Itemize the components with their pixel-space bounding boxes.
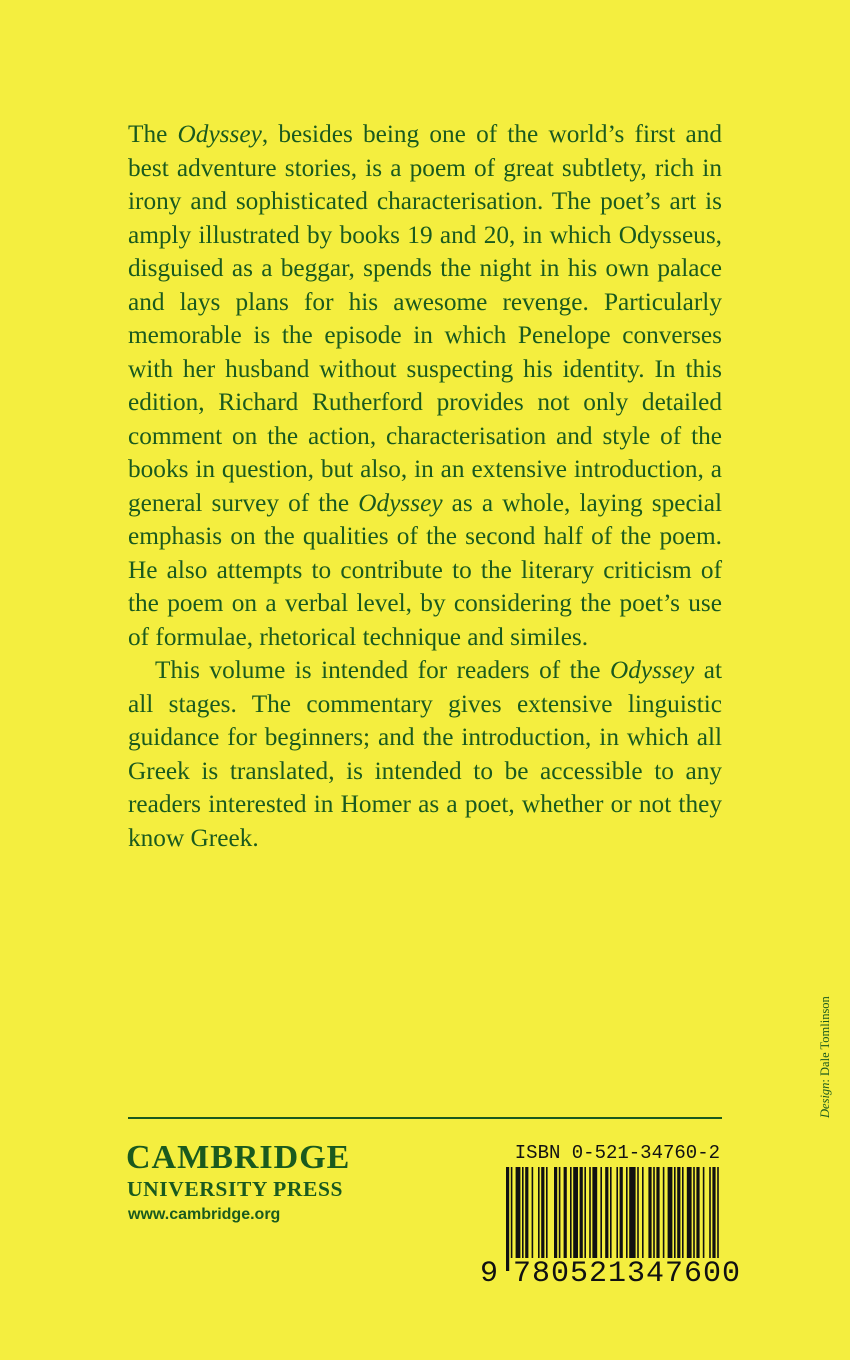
barcode-bar: [682, 1167, 684, 1271]
barcode-bar: [620, 1167, 623, 1271]
barcode-bar: [589, 1167, 591, 1271]
barcode-bar: [538, 1167, 540, 1271]
barcode-bar: [637, 1167, 639, 1271]
barcode-bar: [703, 1167, 705, 1271]
barcode-bar: [712, 1167, 715, 1271]
barcode-bar: [580, 1167, 583, 1271]
barcode-bar: [709, 1167, 711, 1271]
barcode-bar: [584, 1167, 586, 1271]
barcode-bar: [674, 1167, 676, 1271]
barcode-bar: [687, 1167, 692, 1271]
barcode-bar: [506, 1167, 509, 1271]
design-credit-name: : Dale Tomlinson: [818, 996, 832, 1083]
barcode-bar: [663, 1167, 665, 1271]
barcode-bar: [554, 1167, 557, 1271]
barcode-bar: [573, 1167, 578, 1271]
barcode-bar: [592, 1167, 597, 1271]
barcode-bar: [522, 1167, 524, 1271]
barcode-bar: [693, 1167, 695, 1271]
book-title: Odyssey: [177, 120, 262, 148]
design-credit: [818, 996, 833, 1118]
barcode-bar: [532, 1167, 534, 1271]
isbn-label: ISBN 0-521-34760-2: [514, 1142, 720, 1164]
book-title: Odyssey: [358, 488, 443, 517]
publisher-subtitle: UNIVERSITY PRESS: [127, 1177, 344, 1201]
barcode-bar: [546, 1167, 548, 1271]
barcode-bar: [610, 1167, 612, 1271]
barcode-bar: [668, 1167, 673, 1271]
barcode-bar: [616, 1167, 618, 1271]
barcode-digit-number: 780521347600: [510, 1258, 744, 1290]
barcode-digit-prefix: 9: [480, 1257, 500, 1291]
barcode-bar: [677, 1167, 680, 1271]
barcode-bar: [525, 1167, 528, 1271]
blurb-paragraph-1: The Odyssey, besides being one of the world’s first and best adventure stories, is a poem of great subtlety, rich in irony and sophisticated characterisation. The poet’s art is amply illustrated by books 19 and 20, in which Odysseus, disguised as a beggar, spends the night in his own palace and lays plans for his awesome revenge. Particularly memorable is the episode in which Penelope converses with her husband without suspecting his identity. In this edition, Richard Rutherford provides not only detailed comment on the action, characterisation and style of the books in question, but also, in an extensive introduction, a general survey of the Odyssey as a whole, laying special emphasis on the qualities of the second half of the poem. He also attempts to contribute to the literary criticism of the poem on a verbal level, by considering the poet’s use of formulae, rhetorical technique and similes.: [128, 120, 723, 651]
barcode-bar: [653, 1167, 655, 1271]
barcode-bar: [511, 1167, 513, 1271]
barcode-bar: [642, 1167, 644, 1271]
publisher-name: CAMBRIDGE: [126, 1139, 351, 1176]
barcode-bar: [541, 1167, 544, 1271]
book-title: Odyssey: [609, 656, 695, 684]
barcode-bar: [570, 1167, 572, 1271]
barcode-bar: [629, 1167, 635, 1271]
design-credit-label: Design: [818, 1082, 832, 1118]
barcode-bar: [696, 1167, 699, 1271]
publisher-website: www.cambridge.org: [128, 1206, 281, 1223]
barcode-bar: [516, 1167, 521, 1271]
barcode-bar: [600, 1167, 602, 1271]
barcode-bar: [656, 1167, 659, 1271]
barcode-bar: [717, 1167, 719, 1271]
barcode-bar: [559, 1167, 561, 1271]
blurb-paragraph-2: This volume is intended for readers of the Odyssey at all stages. The commentary gives extensive linguistic guidance for beginners; and the introduction, in which all Greek is translated, is intended to be accessible to any readers interested in Homer as a poet, whether or not they know Greek.: [128, 656, 722, 852]
barcode-bar: [564, 1167, 567, 1271]
blurb-text: [128, 118, 722, 855]
barcode-bar: [626, 1167, 628, 1271]
barcode-bar: [648, 1167, 651, 1271]
divider-rule: [128, 1117, 722, 1119]
barcode-bar: [605, 1167, 608, 1271]
